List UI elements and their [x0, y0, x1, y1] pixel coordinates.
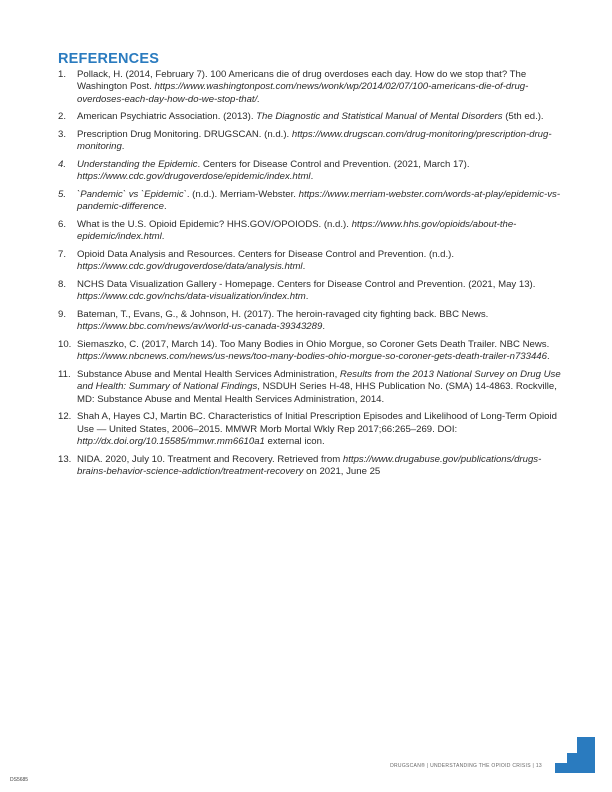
reference-item: [58, 369, 563, 406]
reference-italic-text: Results from the 2013 National Survey on Drug Use and Health: Summary of National Findings: [77, 369, 561, 393]
reference-text: (5th ed.).: [502, 111, 544, 123]
reference-item: [58, 309, 563, 334]
reference-text: .: [546, 351, 550, 363]
reference-number: 1.: [58, 69, 67, 80]
reference-item: [58, 159, 563, 184]
reference-text: .: [161, 231, 165, 243]
reference-item: [58, 339, 563, 364]
reference-number: 5.: [58, 189, 67, 200]
reference-text: Pollack, H. (2014, February 7). 100 Americans die of drug overdoses each day. How do we stop that? The Washington Post.: [77, 69, 527, 93]
reference-number: 8.: [58, 279, 67, 290]
reference-item: [58, 69, 563, 106]
reference-item: [58, 279, 563, 304]
reference-text: Substance Abuse and Mental Health Services Administration,: [77, 369, 340, 380]
corner-steps-logo: [555, 737, 595, 773]
reference-text: NCHS Data Visualization Gallery - Homepage. Centers for Disease Control and Prevention. (2021, May 13).: [77, 279, 536, 290]
reference-italic-text: https://www.cdc.gov/nchs/data-visualization/index.htm: [77, 291, 306, 303]
reference-italic-text: https://www.drugabuse.gov/publications/drugs-brains-behavior-science-addiction/treatment-recovery: [77, 453, 542, 478]
reference-italic-text: https://www.cdc.gov/drugoverdose/epidemic/index.html: [77, 171, 311, 183]
reference-italic-text: https://www.drugscan.com/drug-monitoring/prescription-drug-monitoring: [77, 129, 552, 153]
reference-item: [58, 189, 563, 214]
reference-number: 2.: [58, 111, 67, 123]
reference-text: Opioid Data Analysis and Resources. Centers for Disease Control and Prevention. (n.d.).: [77, 249, 455, 260]
reference-text: .: [310, 171, 314, 183]
reference-number: 12.: [58, 411, 72, 423]
reference-italic-text: The Diagnostic and Statistical Manual of Mental Disorders: [256, 111, 503, 123]
reference-number: 10.: [58, 339, 72, 350]
reference-text: .: [163, 201, 167, 213]
reference-item: [58, 411, 563, 448]
reference-text: NIDA. 2020, July 10. Treatment and Recovery. Retrieved from: [77, 453, 343, 465]
reference-text: .: [305, 291, 309, 303]
reference-text: .: [121, 141, 125, 153]
reference-text: external icon.: [264, 436, 325, 448]
reference-number: 13.: [58, 453, 72, 465]
reference-text: Bateman, T., Evans, G., & Johnson, H. (2017). The heroin-ravaged city fighting back. BBC News.: [77, 309, 489, 320]
reference-italic-text: https://www.nbcnews.com/news/us-news/too-many-bodies-ohio-morgue-so-coroner-gets-death-trailer-n733446: [77, 351, 547, 363]
reference-item: [58, 219, 563, 244]
reference-text: Shah A, Hayes CJ, Martin BC. Characteristics of Initial Prescription Episodes and Likelihood of Long-Term Opioid Use — United States, 2006–2015. MMWR Morb Mortal Wkly Rep 2017;66:265–269. DOI:: [77, 411, 557, 435]
reference-number: 6.: [58, 219, 67, 230]
reference-italic-text: https://www.washingtonpost.com/news/wonk/wp/2014/02/07/100-americans-die-of-drug-overdoses-each-day-how-do-we-stop-that/.: [77, 81, 529, 105]
reference-number: 11.: [58, 369, 71, 380]
reference-italic-text: `Pandemic` vs `Epidemic`: [77, 189, 187, 200]
reference-number: 3.: [58, 129, 67, 140]
reference-text: Siemaszko, C. (2017, March 14). Too Many Bodies in Ohio Morgue, so Coroner Gets Death Trailer. NBC News.: [77, 339, 550, 350]
reference-italic-text: https://www.bbc.com/news/av/world-us-canada-39343289: [77, 321, 323, 333]
reference-number: 7.: [58, 249, 67, 260]
reference-text: What is the U.S. Opioid Epidemic? HHS.GOV/OPOIODS. (n.d.).: [77, 219, 352, 230]
document-id: DS5685: [10, 777, 29, 783]
reference-item: [58, 111, 563, 123]
reference-text: on 2021, June 25: [303, 466, 381, 478]
reference-italic-text: https://www.hhs.gov/opioids/about-the-epidemic/index.html: [77, 219, 517, 243]
reference-text: , NSDUH Series H-48, HHS Publication No. (SMA) 14-4863. Rockville, MD: Substance Abuse and Mental Health Services Administration, 2014.: [77, 381, 557, 405]
reference-text: . (n.d.). Merriam-Webster.: [186, 189, 299, 200]
reference-text: .: [322, 321, 325, 333]
reference-text: Prescription Drug Monitoring. DRUGSCAN. (n.d.).: [77, 129, 292, 140]
reference-italic-text: https://www.cdc.gov/drugoverdose/data/analysis.html: [77, 261, 303, 273]
reference-item: [58, 129, 563, 154]
reference-number: 9.: [58, 309, 67, 320]
references-list: [58, 69, 563, 484]
reference-italic-text: http://dx.doi.org/10.15585/mmwr.mm6610a1: [77, 436, 265, 448]
reference-number: 4.: [58, 159, 67, 170]
reference-text: . Centers for Disease Control and Prevention. (2021, March 17).: [197, 159, 470, 170]
reference-italic-text: Understanding the Epidemic: [77, 159, 198, 170]
reference-italic-text: https://www.merriam-webster.com/words-at-play/epidemic-vs-pandemic-difference: [77, 189, 561, 213]
references-heading: REFERENCES: [58, 51, 160, 67]
reference-text: .: [302, 261, 306, 273]
reference-text: American Psychiatric Association. (2013).: [77, 111, 257, 123]
reference-item: [58, 249, 563, 274]
reference-item: [58, 454, 563, 479]
footer-text: DRUGSCAN® | UNDERSTANDING THE OPIOID CRISIS | 13: [390, 763, 542, 769]
